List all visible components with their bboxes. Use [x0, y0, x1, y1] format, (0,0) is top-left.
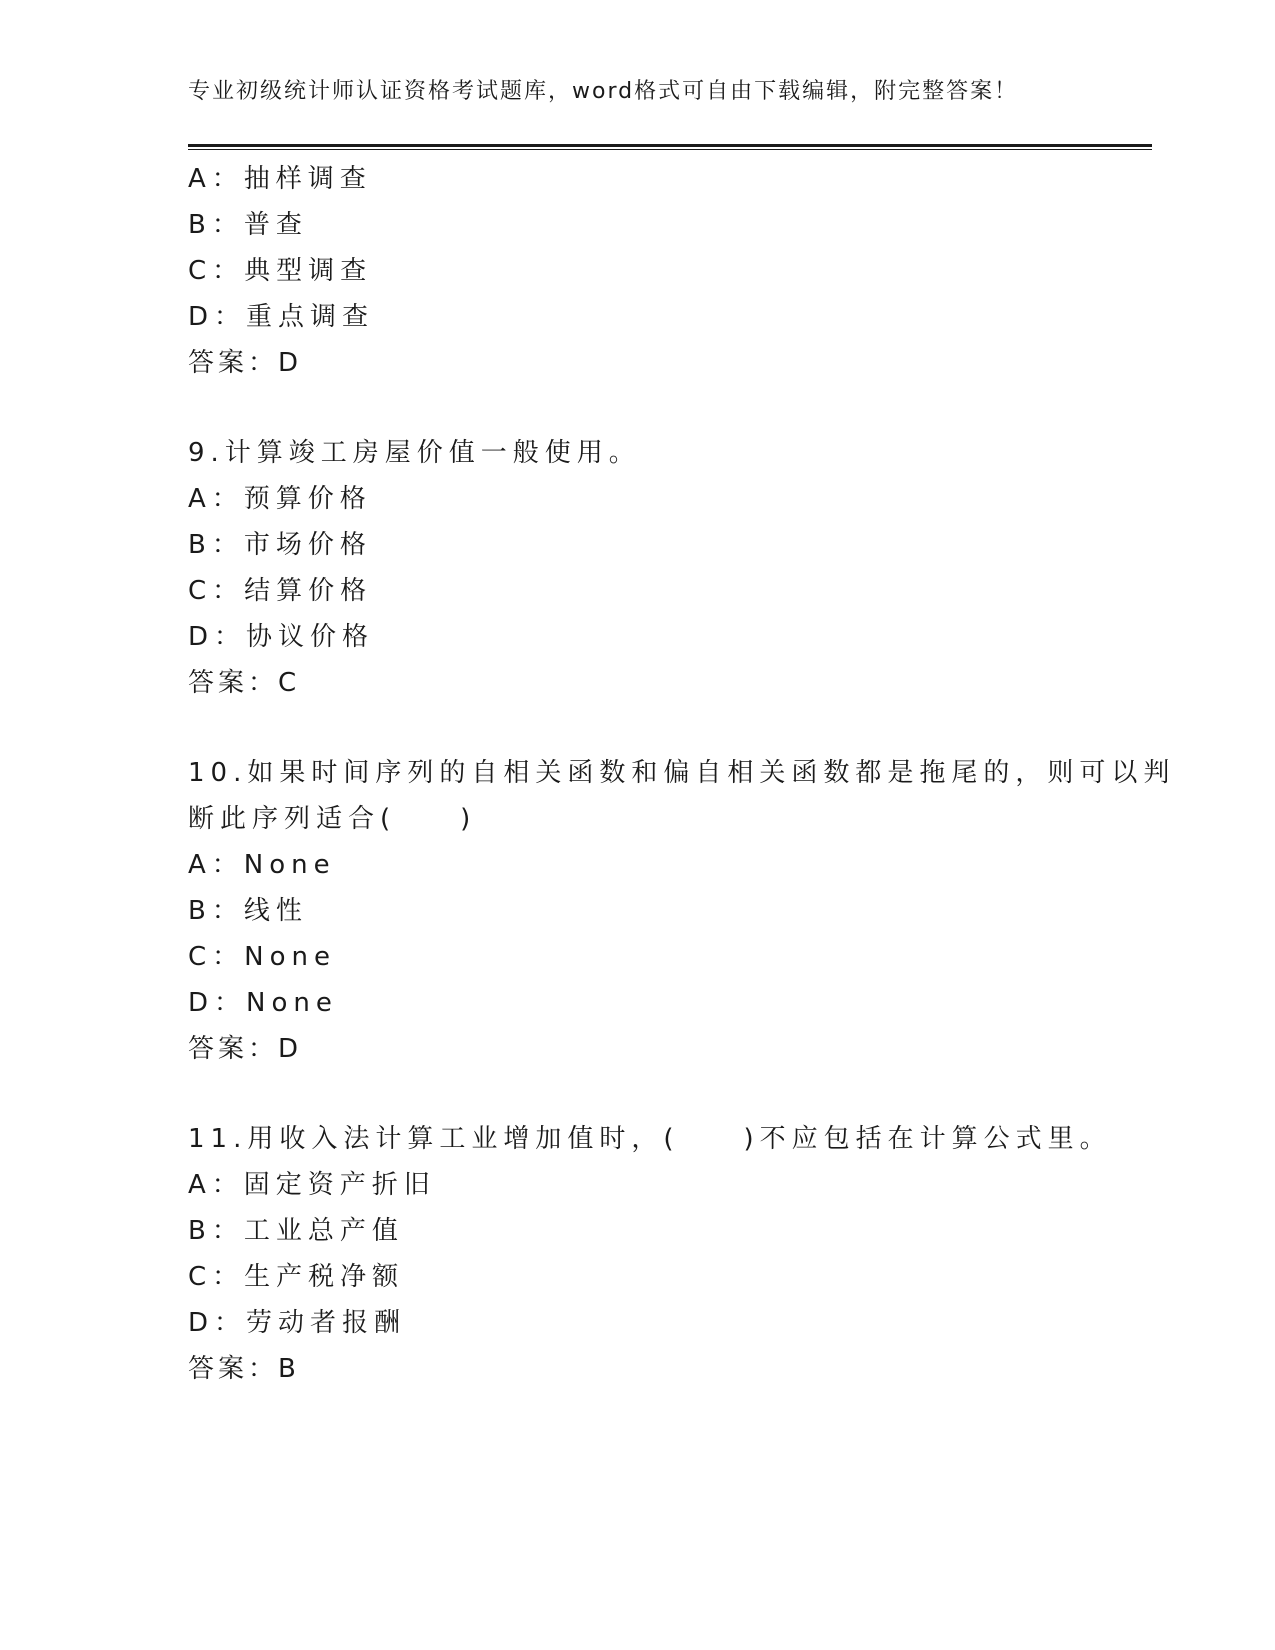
answer: 答案：D: [188, 1034, 303, 1064]
question-stem-line-2: 断此序列适合( ): [188, 804, 477, 834]
question-stem: 9.计算竣工房屋价值一般使用。: [188, 438, 641, 468]
option-a: A：抽样调查: [188, 164, 372, 194]
option-b: B：线性: [188, 896, 308, 926]
option-a: A：None: [188, 850, 336, 880]
answer: 答案：C: [188, 668, 301, 698]
answer: 答案：D: [188, 348, 303, 378]
option-c: C：典型调查: [188, 256, 373, 286]
header-divider: [188, 144, 1152, 150]
option-c: C：生产税净额: [188, 1262, 405, 1292]
option-c: C：None: [188, 942, 336, 972]
answer: 答案：B: [188, 1354, 300, 1384]
question-stem: 11.用收入法计算工业增加值时，( )不应包括在计算公式里。: [188, 1124, 1112, 1154]
option-d: D：None: [188, 988, 338, 1018]
question-10: [188, 750, 1176, 1072]
option-d: D：重点调查: [188, 302, 375, 332]
question-stem-line-1: 10.如果时间序列的自相关函数和偏自相关函数都是拖尾的，则可以判: [188, 758, 1176, 788]
option-a: A：固定资产折旧: [188, 1170, 436, 1200]
option-d: D：劳动者报酬: [188, 1308, 407, 1338]
question-list: [188, 156, 1176, 1392]
question-9: [188, 430, 1108, 706]
option-c: C：结算价格: [188, 576, 373, 606]
option-a: A：预算价格: [188, 484, 372, 514]
page-header: 专业初级统计师认证资格考试题库，word格式可自由下载编辑，附完整答案！: [188, 79, 1019, 104]
question-11: [188, 1116, 1112, 1392]
option-b: B：普查: [188, 210, 308, 240]
question-8: [188, 156, 1108, 386]
option-b: B：市场价格: [188, 530, 372, 560]
option-d: D：协议价格: [188, 622, 375, 652]
option-b: B：工业总产值: [188, 1216, 404, 1246]
